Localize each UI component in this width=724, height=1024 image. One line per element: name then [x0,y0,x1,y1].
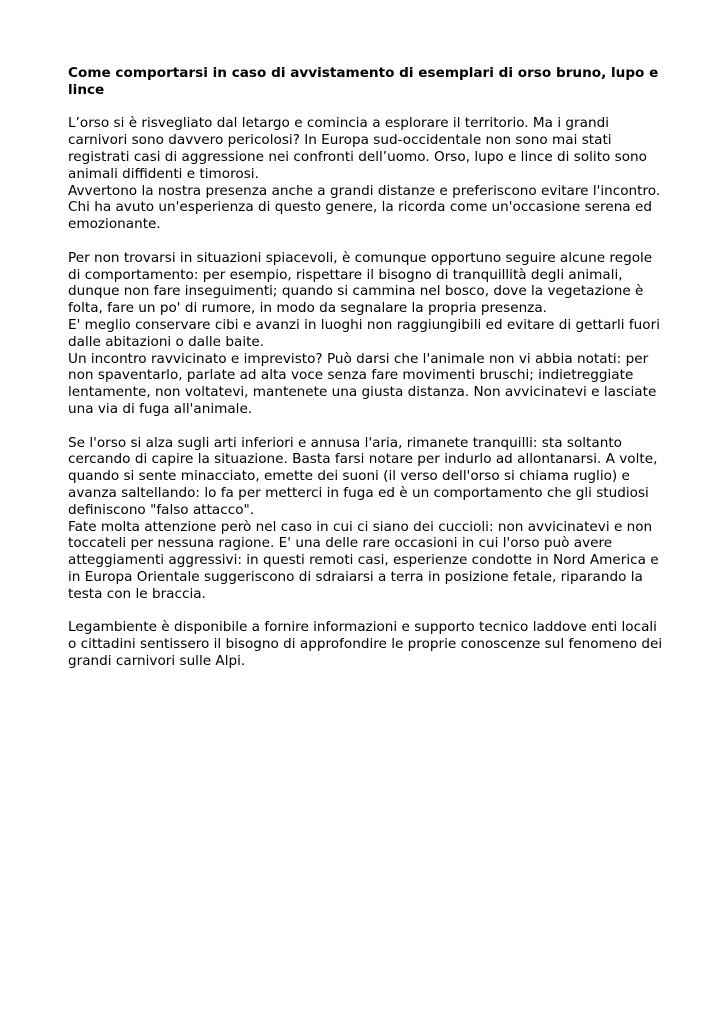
paragraph [68,619,663,669]
paragraph-line: Avvertono la nostra presenza anche a grandi distanze e preferiscono evitare l'incontro. [68,182,661,199]
paragraph-line: Se l'orso si alza sugli arti inferiori e annusa l'aria, rimanete tranquilli: sta soltanto [68,434,622,451]
paragraph-line: in Europa Orientale suggeriscono di sdraiarsi a terra in posizione fetale, riparando la [68,568,643,585]
paragraph-line: testa con le braccia. [68,585,206,602]
paragraph-line: Un incontro ravvicinato e imprevisto? Può darsi che l'animale non vi abbia notati: per [68,350,649,367]
paragraph-line: o cittadini sentissero il bisogno di approfondire le proprie conoscenze sul fenomeno dei [68,636,663,653]
paragraph [68,115,660,233]
paragraph-line: una via di fuga all'animale. [68,400,253,417]
paragraph-line: non spaventarlo, parlate ad alta voce senza fare movimenti bruschi; indietreggiate [68,367,634,384]
paragraph-line: di comportamento: per esempio, rispettare il bisogno di tranquillità degli animali, [68,266,623,283]
paragraph-line: L’orso si è risvegliato dal letargo e comincia a esplorare il territorio. Ma i grandi [68,115,609,132]
title-line: Come comportarsi in caso di avvistamento di esemplari di orso bruno, lupo e [68,65,659,81]
paragraph-line: definiscono "falso attacco". [68,501,255,518]
paragraph-line: registrati casi di aggressione nei confronti dell’uomo. Orso, lupo e lince di solito sono [68,148,647,165]
paragraph-line: E' meglio conservare cibi e avanzi in luoghi non raggiungibili ed evitare di gettarli fuori [68,316,660,333]
paragraph-line: quando si sente minacciato, emette dei suoni (il verso dell'orso si chiama ruglio) e [68,468,630,485]
document-body [68,65,663,686]
paragraph-line: Legambiente è disponibile a fornire informazioni e supporto tecnico laddove enti locali [68,619,657,636]
paragraph-line: atteggiamenti aggressivi: in questi remoti casi, esperienze condotte in Nord America e [68,552,659,569]
paragraph-line: dunque non fare inseguimenti; quando si cammina nel bosco, dove la vegetazione è [68,283,644,300]
paragraph-line: folta, fare un po' di rumore, in modo da segnalare la propria presenza. [68,300,547,317]
paragraph-line: dalle abitazioni o dalle baite. [68,333,265,350]
paragraph [68,250,660,418]
paragraph-line: emozionante. [68,216,161,233]
paragraph-line: toccateli per nessuna ragione. E' una delle rare occasioni in cui l'orso può avere [68,535,613,552]
paragraph-line: grandi carnivori sulle Alpi. [68,652,246,669]
paragraph [68,435,660,603]
paragraph-line: Per non trovarsi in situazioni spiacevoli, è comunque opportuno seguire alcune regole [68,249,653,266]
paragraph-line: lentamente, non voltatevi, mantenete una giusta distanza. Non avvicinatevi e lasciate [68,384,657,401]
document-title [68,65,660,99]
paragraph-line: carnivori sono davvero pericolosi? In Europa sud-occidentale non sono mai stati [68,132,612,149]
title-line: lince [68,81,105,98]
paragraph-line: Chi ha avuto un'esperienza di questo genere, la ricorda come un'occasione serena ed [68,199,652,216]
paragraph-line: avanza saltellando: lo fa per metterci in fuga ed è un comportamento che gli studiosi [68,484,649,501]
paragraph-line: cercando di capire la situazione. Basta farsi notare per indurlo ad allontanarsi. A volte, [68,451,658,468]
paragraph-line: Fate molta attenzione però nel caso in cui ci siano dei cuccioli: non avvicinatevi e non [68,518,653,535]
paragraph-line: animali diffidenti e timorosi. [68,165,259,182]
